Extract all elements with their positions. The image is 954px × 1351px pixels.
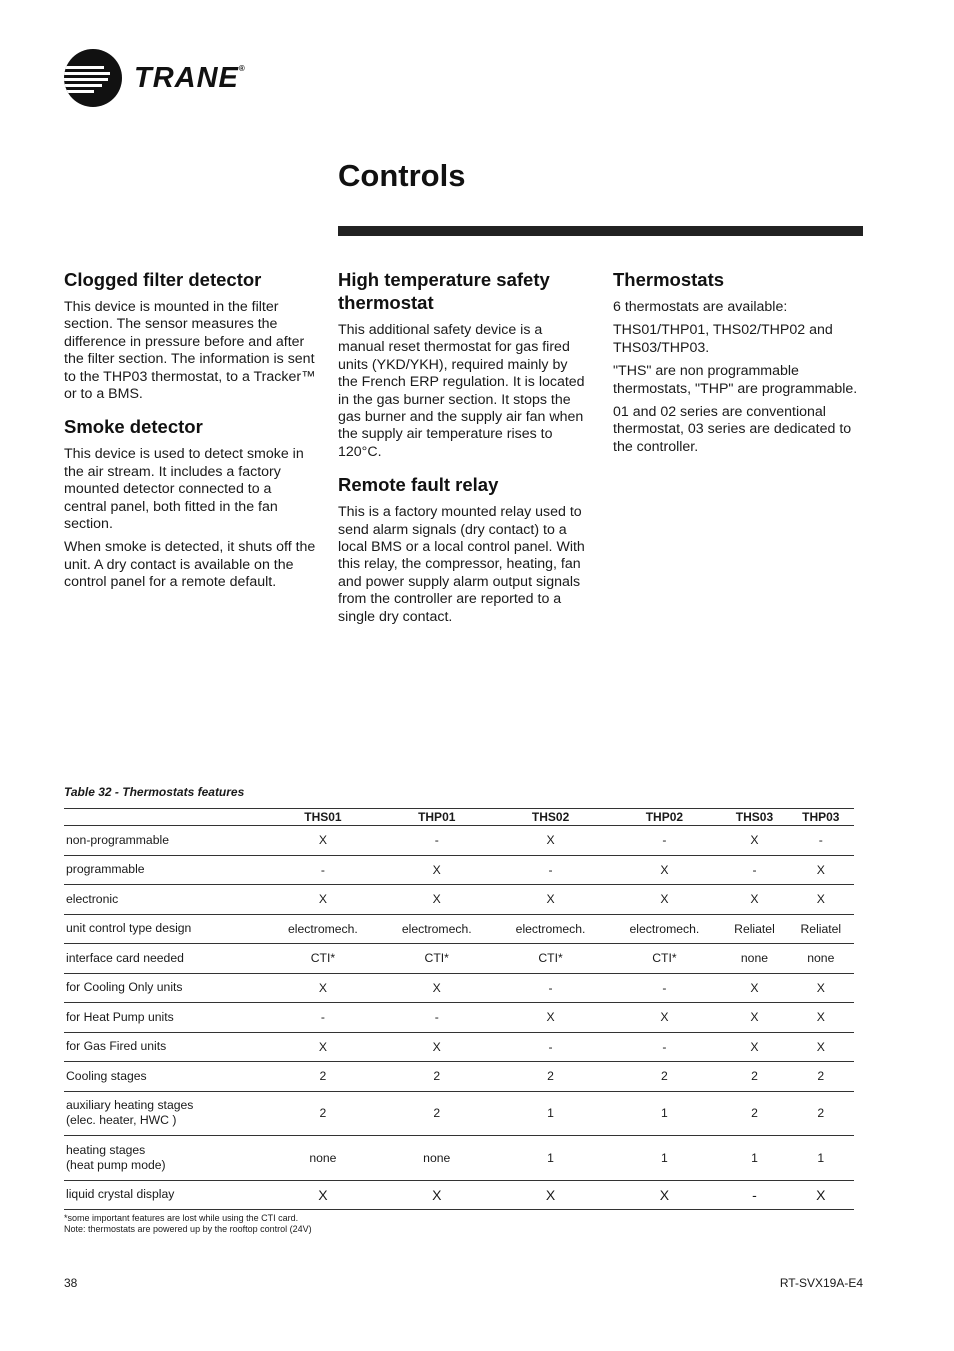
table-cell: X (607, 1180, 721, 1210)
table-cell: X (788, 855, 854, 885)
table-row (64, 914, 854, 944)
column-header: THP03 (788, 809, 854, 826)
row-label (64, 826, 266, 856)
trane-logo-emblem (64, 49, 122, 107)
section-paragraph: This is a factory mounted relay used to send alarm signals (dry contact) to a local BMS or a local control panel. With this relay, the compressor, heating, fan and power supply alarm output signals from the controller are reported to a single dry contact. (338, 504, 585, 625)
table-cell: 1 (607, 1091, 721, 1136)
table-cell: 1 (788, 1136, 854, 1181)
row-label (64, 855, 266, 885)
page-title: Controls (338, 158, 466, 193)
row-label-line: programmable (66, 862, 145, 877)
table-cell: 1 (607, 1136, 721, 1181)
table-cell: X (607, 1003, 721, 1033)
row-label-line: auxiliary heating stages (66, 1098, 194, 1113)
table-cell: X (494, 1003, 608, 1033)
table-note: *some important features are lost while using the CTI card. (64, 1213, 299, 1223)
row-label-line: interface card needed (66, 950, 184, 965)
section-paragraph: THS01/THP01, THS02/THP02 and THS03/THP03. (613, 322, 833, 356)
thermostat-features-table (64, 808, 854, 1210)
column-header: THS01 (266, 809, 380, 826)
table-cell: X (380, 973, 494, 1003)
table-row (64, 973, 854, 1003)
section-paragraph: "THS" are non programmable thermostats, "THP" are programmable. (613, 363, 858, 397)
table-notes (64, 1213, 312, 1235)
table-cell: Reliatel (721, 914, 787, 944)
column-header: THP01 (380, 809, 494, 826)
table-cell: X (721, 973, 787, 1003)
table-header-row (64, 809, 854, 826)
section-smoke-detector (64, 415, 316, 591)
column-header: THP02 (607, 809, 721, 826)
table-cell: none (721, 944, 787, 974)
page-number: 38 (64, 1276, 78, 1290)
row-label-line: heating stages (66, 1142, 146, 1157)
section-thermostats (613, 268, 865, 456)
row-label (64, 1136, 266, 1181)
table-cell: X (494, 826, 608, 856)
table-cell: electromech. (380, 914, 494, 944)
table-cell: - (494, 1032, 608, 1062)
table-cell: - (266, 855, 380, 885)
column-header: THS03 (721, 809, 787, 826)
table-row (64, 885, 854, 915)
table-cell: none (380, 1136, 494, 1181)
row-label-line: for Heat Pump units (66, 1009, 174, 1024)
row-label (64, 1062, 266, 1092)
table-row (64, 1180, 854, 1210)
table-cell: 2 (266, 1062, 380, 1092)
table-cell: X (607, 885, 721, 915)
table-cell: none (266, 1136, 380, 1181)
table-cell: X (494, 885, 608, 915)
table-cell: X (788, 885, 854, 915)
table-cell: 2 (788, 1062, 854, 1092)
table-cell: 2 (721, 1091, 787, 1136)
table-row (64, 944, 854, 974)
column-1 (64, 268, 316, 598)
table-cell: X (266, 885, 380, 915)
table-cell: X (721, 885, 787, 915)
table-row (64, 826, 854, 856)
section-remote-fault-relay (338, 473, 590, 626)
section-paragraph: When smoke is detected, it shuts off the unit. A dry contact is available on the control panel for a remote default. (64, 539, 316, 591)
table-cell: X (494, 1180, 608, 1210)
table-row (64, 1062, 854, 1092)
section-paragraph: 6 thermostats are available: (613, 299, 788, 315)
table-cell: X (788, 1003, 854, 1033)
row-label (64, 944, 266, 974)
table-cell: X (380, 1032, 494, 1062)
table-cell: Reliatel (788, 914, 854, 944)
table-cell: CTI* (494, 944, 608, 974)
row-label-line: for Cooling Only units (66, 980, 183, 995)
table-cell: 2 (721, 1062, 787, 1092)
table-cell: X (380, 885, 494, 915)
table-row (64, 1136, 854, 1181)
table-cell: X (788, 973, 854, 1003)
table-cell: 2 (266, 1091, 380, 1136)
table-cell: X (266, 826, 380, 856)
table-cell: 1 (494, 1136, 608, 1181)
document-code: RT-SVX19A-E4 (779, 1276, 863, 1290)
row-label (64, 885, 266, 915)
table-cell: 2 (380, 1091, 494, 1136)
section-paragraph: 01 and 02 series are conventional thermostat, 03 series are dedicated to the controller. (613, 404, 852, 455)
table-cell: 2 (494, 1062, 608, 1092)
row-label-line: for Gas Fired units (66, 1039, 167, 1054)
table-cell: 2 (607, 1062, 721, 1092)
row-label (64, 1180, 266, 1210)
table-cell: X (788, 1032, 854, 1062)
table-cell: 2 (788, 1091, 854, 1136)
table-cell: electromech. (494, 914, 608, 944)
table-cell: - (607, 973, 721, 1003)
row-label (64, 914, 266, 944)
table-cell: X (721, 1003, 787, 1033)
section-paragraph: This device is used to detect smoke in the air stream. It includes a factory mounted detector connected to a central panel, both fitted in the fan section. (64, 446, 304, 533)
section-heading: High temperature safety thermostat (338, 269, 550, 313)
table-cell: X (721, 1032, 787, 1062)
table-cell: X (788, 1180, 854, 1210)
section-clogged-filter-detector (64, 268, 316, 403)
table-cell: X (266, 973, 380, 1003)
table-cell: CTI* (607, 944, 721, 974)
section-heading: Thermostats (613, 269, 725, 290)
column-header (64, 809, 266, 826)
row-label-line: non-programmable (66, 832, 169, 847)
row-label-line: Cooling stages (66, 1068, 147, 1083)
title-rule (338, 226, 863, 236)
row-label-line: (elec. heater, HWC ) (66, 1113, 177, 1128)
trane-logo (64, 49, 244, 109)
section-high-temperature-safety-thermostat (338, 268, 590, 461)
row-label (64, 973, 266, 1003)
table-cell: - (380, 826, 494, 856)
table-cell: 2 (380, 1062, 494, 1092)
table-cell: electromech. (607, 914, 721, 944)
row-label (64, 1032, 266, 1062)
row-label (64, 1091, 266, 1136)
table-cell: X (721, 826, 787, 856)
table-cell: - (607, 1032, 721, 1062)
column-2 (338, 268, 590, 632)
table-cell: - (494, 973, 608, 1003)
table-cell: - (607, 826, 721, 856)
column-header: THS02 (494, 809, 608, 826)
row-label (64, 1003, 266, 1033)
table-caption: Table 32 - Thermostats features (64, 785, 245, 799)
table-cell: - (266, 1003, 380, 1033)
table-row (64, 1003, 854, 1033)
table-cell: - (494, 855, 608, 885)
table-cell: - (380, 1003, 494, 1033)
section-heading: Smoke detector (64, 416, 203, 438)
table-cell: none (788, 944, 854, 974)
table-row (64, 1091, 854, 1136)
table-cell: 1 (721, 1136, 787, 1181)
section-heading: Clogged filter detector (64, 269, 262, 290)
row-label-line: liquid crystal display (66, 1187, 175, 1202)
table-cell: CTI* (266, 944, 380, 974)
table-row (64, 1032, 854, 1062)
table-cell: CTI* (380, 944, 494, 974)
table-cell: - (721, 855, 787, 885)
section-heading: Remote fault relay (338, 474, 499, 496)
table-cell: X (266, 1180, 380, 1210)
table-cell: - (721, 1180, 787, 1210)
table-cell: X (380, 855, 494, 885)
table-cell: X (607, 855, 721, 885)
table-note: Note: thermostats are powered up by the rooftop control (24V) (64, 1224, 312, 1234)
table-cell: X (380, 1180, 494, 1210)
row-label-line: (heat pump mode) (66, 1157, 166, 1172)
table-cell: electromech. (266, 914, 380, 944)
table-cell: X (266, 1032, 380, 1062)
row-label-line: unit control type design (66, 921, 192, 936)
column-3 (613, 268, 865, 462)
section-paragraph: This additional safety device is a manual reset thermostat for gas fired units (YKD/YKH), required mainly by the French ERP regulation. It is located in the gas burner section. It stops the gas burner and the supply air fan when the supply air temperature rises to 120°C. (338, 322, 585, 460)
table-row (64, 855, 854, 885)
row-label-line: electronic (66, 891, 119, 906)
trane-logo-wordmark: TRANE® (134, 62, 246, 94)
table-cell: 1 (494, 1091, 608, 1136)
table-cell: - (788, 826, 854, 856)
section-paragraph: This device is mounted in the filter section. The sensor measures the difference in pressure before and after the filter section. The information is sent to the THP03 thermostat, to a Tracker™ or to a BMS. (64, 299, 316, 403)
